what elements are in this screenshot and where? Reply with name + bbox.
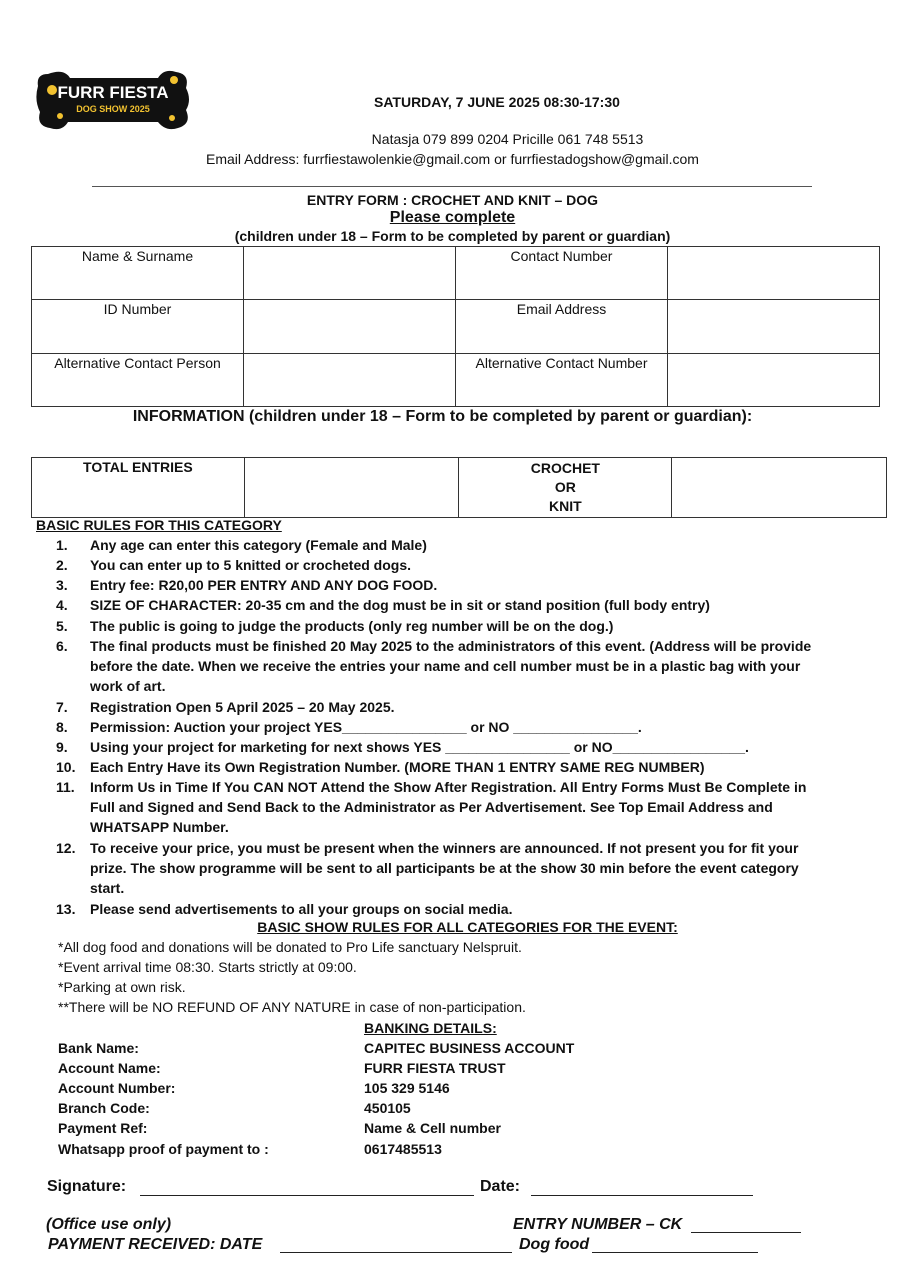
entries-table bbox=[31, 457, 887, 518]
signature-label: Signature: bbox=[47, 1178, 127, 1195]
total-entries-field[interactable] bbox=[244, 458, 459, 518]
crochet-or-knit-label bbox=[459, 458, 672, 518]
entry-number-line[interactable] bbox=[691, 1232, 801, 1233]
date-label: Date: bbox=[480, 1178, 521, 1195]
rule-number: 9. bbox=[56, 739, 68, 755]
rule-number: 2. bbox=[56, 557, 68, 573]
alt-person-field[interactable] bbox=[244, 353, 456, 406]
crochet-or-knit-field[interactable] bbox=[672, 458, 887, 518]
rule-number: 12. bbox=[56, 840, 76, 856]
dog-food-line[interactable] bbox=[592, 1252, 758, 1253]
rule-number: 11. bbox=[56, 779, 75, 795]
payment-received-label: PAYMENT RECEIVED: DATE bbox=[48, 1236, 263, 1253]
rule-number: 4. bbox=[56, 597, 68, 613]
rule-text: Inform Us in Time If You CAN NOT Attend the Show After Registration. All Entry Forms Must Be Complete in Full and Signed and Send Back to the Administrator as Per Advertisement. See Top Email Address and WHATSAPP Number. bbox=[90, 779, 807, 836]
banking-heading: BANKING DETAILS: bbox=[364, 1020, 497, 1036]
contact-email: Email Address: furrfiestawolenkie@gmail.com or furrfiestadogshow@gmail.com bbox=[206, 151, 699, 167]
header-divider bbox=[92, 186, 812, 187]
or-text: OR bbox=[554, 479, 576, 495]
show-note: *All dog food and donations will be donated to Pro Life sanctuary Nelspruit. bbox=[58, 939, 522, 955]
show-note: *Event arrival time 08:30. Starts strictly at 09:00. bbox=[58, 959, 357, 975]
show-note: **There will be NO REFUND OF ANY NATURE in case of non-participation. bbox=[58, 999, 526, 1015]
rule-text: Using your project for marketing for next shows YES ________________ or NO_________________. bbox=[90, 739, 749, 755]
date-line[interactable] bbox=[531, 1195, 753, 1196]
form-title: ENTRY FORM : CROCHET AND KNIT – DOG bbox=[306, 192, 599, 208]
name-label: Name & Surname bbox=[32, 247, 244, 300]
office-use-label: (Office use only) bbox=[46, 1216, 172, 1233]
id-label: ID Number bbox=[32, 300, 244, 353]
under18-note: (children under 18 – Form to be completed by parent or guardian) bbox=[234, 228, 671, 244]
rule-number: 5. bbox=[56, 618, 68, 634]
name-field[interactable] bbox=[244, 247, 456, 300]
rule-text: SIZE OF CHARACTER: 20-35 cm and the dog must be in sit or stand position (full body entry) bbox=[90, 597, 710, 613]
entrant-details-table bbox=[31, 246, 880, 407]
bank-value: 0617485513 bbox=[364, 1141, 442, 1157]
bank-value: 450105 bbox=[364, 1100, 411, 1116]
bank-label: Bank Name: bbox=[58, 1040, 139, 1056]
contact-field[interactable] bbox=[668, 247, 880, 300]
bank-label: Branch Code: bbox=[58, 1100, 150, 1116]
rule-number: 10. bbox=[56, 759, 76, 775]
bank-label: Account Number: bbox=[58, 1080, 176, 1096]
alt-person-label: Alternative Contact Person bbox=[32, 353, 244, 406]
bank-value: Name & Cell number bbox=[364, 1120, 501, 1136]
logo-sub-text: DOG SHOW 2025 bbox=[76, 104, 150, 114]
contact-numbers: Natasja 079 899 0204 Pricille 061 748 5513 bbox=[371, 131, 644, 147]
bank-label: Whatsapp proof of payment to : bbox=[58, 1141, 269, 1157]
furr-fiesta-logo bbox=[34, 66, 192, 134]
rule-text: Permission: Auction your project YES________________ or NO ________________. bbox=[90, 719, 642, 735]
bank-label: Account Name: bbox=[58, 1060, 161, 1076]
rules-heading: BASIC RULES FOR THIS CATEGORY bbox=[36, 517, 282, 533]
contact-label: Contact Number bbox=[456, 247, 668, 300]
rule-text: Any age can enter this category (Female and Male) bbox=[90, 537, 427, 553]
bank-value: 105 329 5146 bbox=[364, 1080, 450, 1096]
rule-text: Each Entry Have its Own Registration Number. (MORE THAN 1 ENTRY SAME REG NUMBER) bbox=[90, 759, 705, 775]
please-complete: Please complete bbox=[389, 209, 516, 226]
rule-number: 13. bbox=[56, 901, 76, 917]
crochet-text: CROCHET bbox=[530, 460, 600, 476]
rule-number: 3. bbox=[56, 577, 68, 593]
rule-text: To receive your price, you must be present when the winners are announced. If not present you for fit your prize. The show programme will be sent to all participants be at the show 30 min before the event category start. bbox=[90, 840, 799, 897]
total-entries-label: TOTAL ENTRIES bbox=[32, 458, 245, 518]
show-note: *Parking at own risk. bbox=[58, 979, 186, 995]
rule-text: Please send advertisements to all your groups on social media. bbox=[90, 901, 513, 917]
bank-label: Payment Ref: bbox=[58, 1120, 148, 1136]
event-date: SATURDAY, 7 JUNE 2025 08:30-17:30 bbox=[374, 94, 620, 110]
entry-number-label: ENTRY NUMBER – CK bbox=[513, 1216, 683, 1233]
email-label: Email Address bbox=[456, 300, 668, 353]
logo-brand-text: FURR FIESTA bbox=[57, 83, 169, 102]
rule-text: Entry fee: R20,00 PER ENTRY AND ANY DOG FOOD. bbox=[90, 577, 438, 593]
rule-number: 7. bbox=[56, 699, 68, 715]
information-heading: INFORMATION (children under 18 – Form to be completed by parent or guardian): bbox=[132, 408, 753, 425]
alt-number-field[interactable] bbox=[668, 353, 880, 406]
rule-text: You can enter up to 5 knitted or crocheted dogs. bbox=[90, 557, 412, 573]
show-rules-heading: BASIC SHOW RULES FOR ALL CATEGORIES FOR THE EVENT: bbox=[257, 919, 678, 935]
rule-number: 1. bbox=[56, 537, 68, 553]
knit-text: KNIT bbox=[549, 498, 582, 514]
rule-text: Registration Open 5 April 2025 – 20 May 2025. bbox=[90, 699, 395, 715]
bank-value: FURR FIESTA TRUST bbox=[364, 1060, 506, 1076]
dog-food-label: Dog food bbox=[519, 1236, 590, 1253]
rule-number: 6. bbox=[56, 638, 68, 654]
bank-value: CAPITEC BUSINESS ACCOUNT bbox=[364, 1040, 575, 1056]
alt-number-label: Alternative Contact Number bbox=[456, 353, 668, 406]
payment-date-line[interactable] bbox=[280, 1252, 512, 1253]
id-field[interactable] bbox=[244, 300, 456, 353]
rule-number: 8. bbox=[56, 719, 68, 735]
signature-line[interactable] bbox=[140, 1195, 474, 1196]
rule-text: The public is going to judge the products (only reg number will be on the dog.) bbox=[90, 618, 614, 634]
email-field[interactable] bbox=[668, 300, 880, 353]
rule-text: The final products must be finished 20 May 2025 to the administrators of this event. (Address will be provide before the date. When we receive the entries your name and cell number must be in a plastic bag with your work of art. bbox=[90, 638, 812, 695]
